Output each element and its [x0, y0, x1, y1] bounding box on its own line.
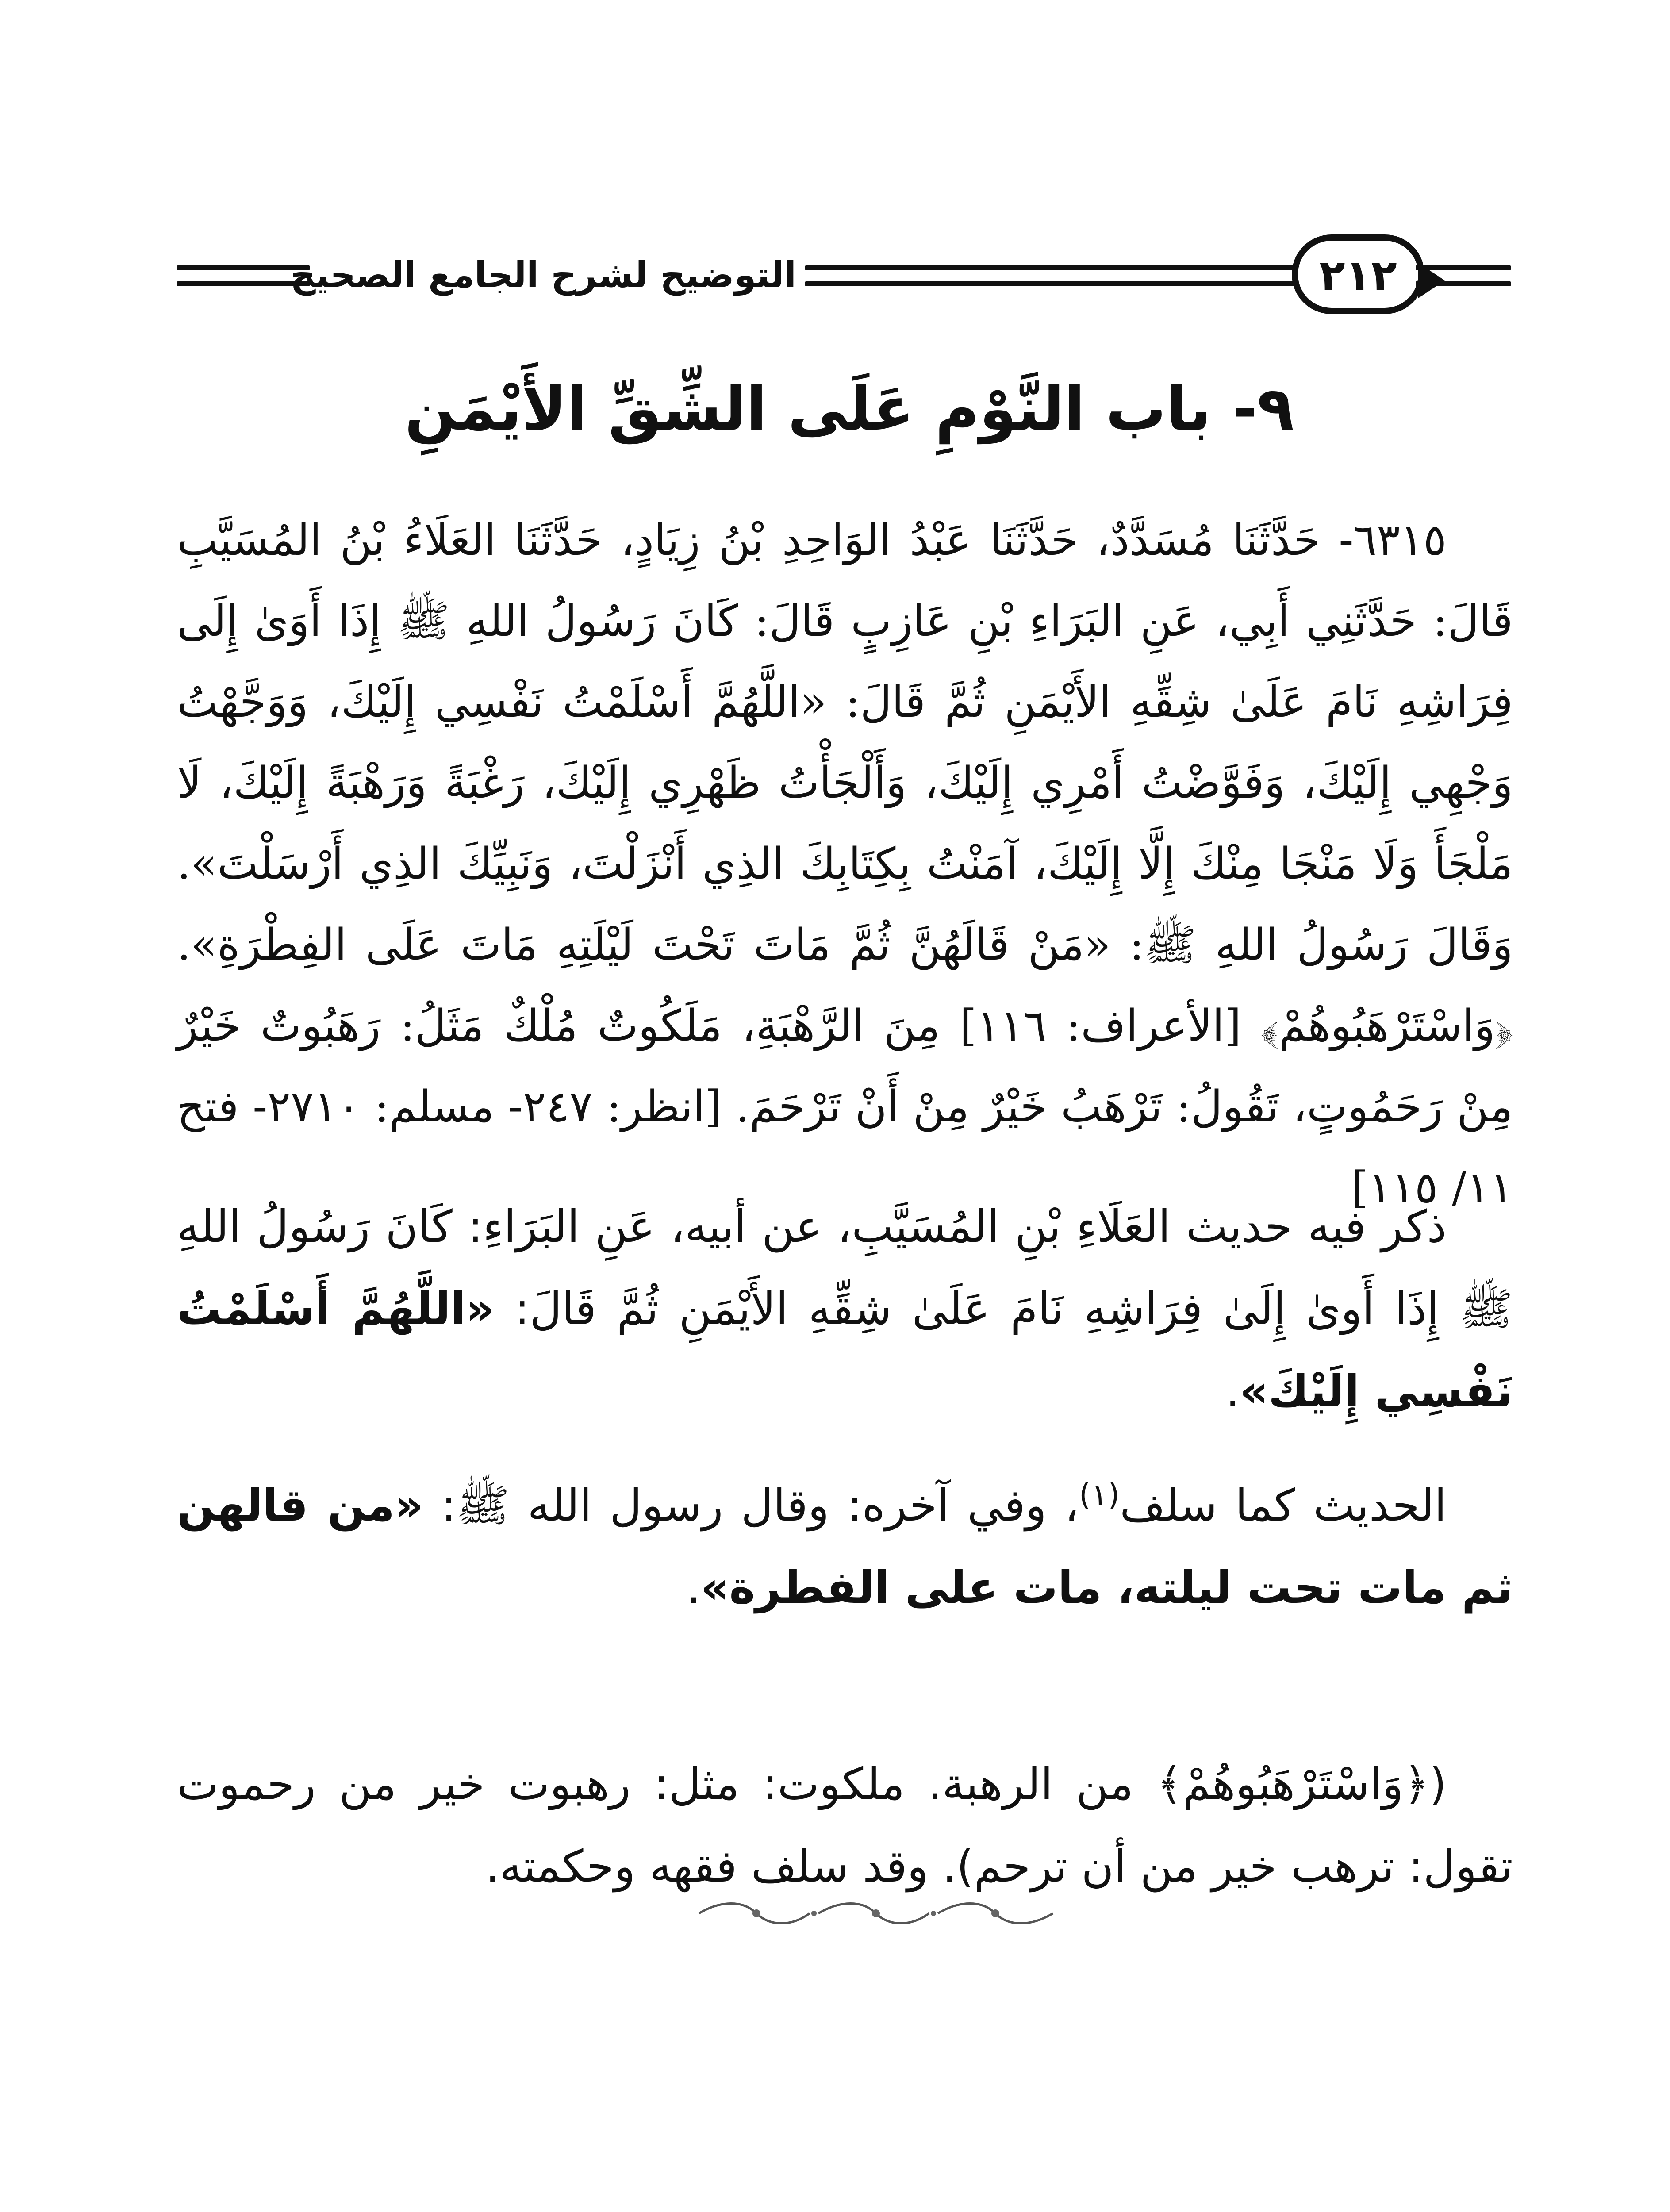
commentary-text: الحديث كما سلف [1120, 1479, 1447, 1531]
header-rule [805, 281, 1296, 286]
header-rule [177, 281, 310, 286]
footnote-reference[interactable]: (١) [1079, 1476, 1120, 1513]
header-rule [177, 265, 310, 270]
running-header [177, 230, 1511, 319]
page-number-badge [1292, 234, 1424, 314]
header-rule [1416, 265, 1511, 270]
page-number: ٢١٢ [1319, 250, 1397, 300]
header-rule [805, 265, 1296, 270]
commentary-text: . [686, 1562, 701, 1613]
ornament-divider-icon [695, 1898, 1057, 1929]
quoted-hadith: «من قالهن ثم مات تحت ليلته، مات على الفطرة» [177, 1479, 1513, 1613]
commentary-text: ، وفي آخره: وقال رسول الله ﷺ: [423, 1479, 1079, 1531]
running-title: التوضيح لشرح الجامع الصحيح [290, 254, 796, 296]
chapter-title: ٩- باب النَّوْمِ عَلَى الشِّقِّ الأَيْمَنِ [404, 374, 1294, 444]
quoted-supplication: «اللَّهُمَّ أَسْلَمْتُ نَفْسِي إِلَيْكَ» [177, 1283, 1513, 1417]
hadith-body: ٦٣١٥- حَدَّثَنَا مُسَدَّدٌ، حَدَّثَنَا عَبْدُ الوَاحِدِ بْنُ زِيَادٍ، حَدَّثَنَا العَلَاءُ بْنُ المُسَيَّبِ قَالَ: حَدَّثَنِي أَبِي، عَنِ البَرَاءِ بْنِ عَازِبٍ قَالَ: كَانَ رَسُولُ اللهِ ﷺ إِذَا أَوَىٰ إِلَى فِرَاشِهِ نَامَ عَلَىٰ شِقِّهِ الأَيْمَنِ ثُمَّ قَالَ: «اللَّهُمَّ أَسْلَمْتُ نَفْسِي إِلَيْكَ، وَوَجَّهْتُ وَجْهِي إِلَيْكَ، وَفَوَّضْتُ أَمْرِي إِلَيْكَ، وَأَلْجَأْتُ ظَهْرِي إِلَيْكَ، رَغْبَةً وَرَهْبَةً إِلَيْكَ، لَا مَلْجَأَ وَلَا مَنْجَا مِنْكَ إِلَّا إِلَيْكَ، آمَنْتُ بِكِتَابِكَ الذِي أَنْزَلْتَ، وَنَبِيِّكَ الذِي أَرْسَلْتَ». وَقَالَ رَسُولُ اللهِ ﷺ: «مَنْ قَالَهُنَّ ثُمَّ مَاتَ تَحْتَ لَيْلَتِهِ مَاتَ عَلَى الفِطْرَةِ». ﴿وَاسْتَرْهَبُوهُمْ﴾ [الأعراف: ١١٦] مِنَ الرَّهْبَةِ، مَلَكُوتٌ مُلْكٌ مَثَلُ: رَهَبُوتٌ خَيْرٌ مِنْ رَحَمُوتٍ، تَقُولُ: تَرْهَبُ خَيْرٌ مِنْ أَنْ تَرْحَمَ. [انظر: ٢٤٧- مسلم: ٢٧١٠- فتح ١١/ ١١٥] [177, 515, 1513, 1213]
commentary-paragraph [177, 1464, 1513, 1629]
header-rule [1416, 281, 1511, 286]
commentary-text: (﴿وَاسْتَرْهَبُوهُمْ﴾ من الرهبة. ملكوت: مثل: رهبوت خير من رحموت تقول: ترهب خير من أن ترحم). وقد سلف فقهه وحكمته. [177, 1758, 1513, 1892]
commentary-text: ذكر فيه حديث العَلَاءِ بْنِ المُسَيَّبِ، عن أبيه، عَنِ البَرَاءِ: كَانَ رَسُولُ اللهِ ﷺ إِذَا أَوىٰ إِلَىٰ فِرَاشِهِ نَامَ عَلَىٰ شِقِّهِ الأَيْمَنِ ثُمَّ قَالَ: [177, 1201, 1513, 1335]
hadith-text [177, 500, 1513, 1229]
commentary-text: . [1225, 1365, 1240, 1417]
commentary-paragraph [177, 1186, 1513, 1432]
commentary-paragraph [177, 1743, 1513, 1908]
